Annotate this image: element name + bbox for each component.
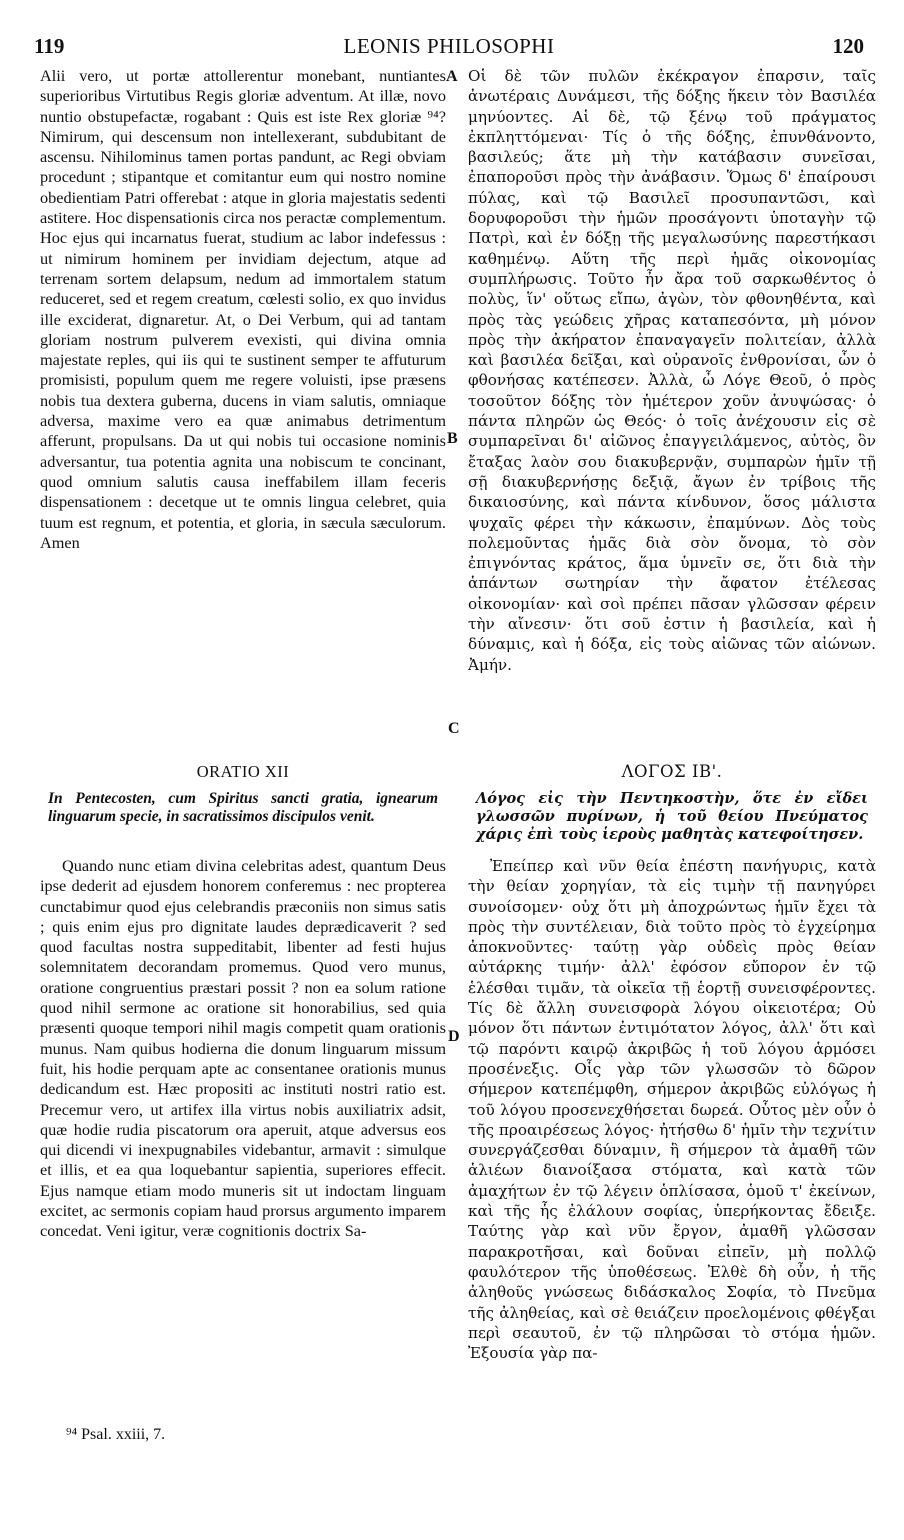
- page-header: [34, 34, 864, 62]
- greek-paragraph: Οἱ δὲ τῶν πυλῶν ἐκέκραγον ἐπαρσιν, ταῖς ἀνωτέραις Δυνάμεσι, τῆς δόξης ἥκειν τὸν Βασιλέα μηνύοντες. Αἱ δὲ, τῷ ξένῳ τοῦ πράγματος ἐκπληττόμεναι· Τίς ὁ τῆς δόξης, ἐπυνθάνοντο, βασιλεύς; ἅτε μὴ τὴν κατάβασιν συνεῖσαι, ἐπαποροῦσι πρὸς τὴν ἀνάβασιν. Ὅμως δ' ἐπαίρουσι πύλας, καὶ τῷ Βασιλεῖ προσυπαντῶσι, καὶ δορυφοροῦσι τὴν ἡμῶν προσάγοντι ὑποταγὴν τῷ Πατρὶ, καὶ ἐν δόξῃ τῆς μεγαλωσύνης παρεστήκασι καθημένῳ. Αὕτη τῆς περὶ ἡμᾶς οἰκονομίας συμπλήρωσις. Τοῦτο ἦν ἄρα τοῦ σαρκωθέντος ὁ πολὺς, ἵν' οὕτως εἴπω, ἀγὼν, τὸν φθονηθέντα, καὶ πρὸς τὰς γεώδεις χῆρας καταπεσόντα, μὴ μόνον πρὸς τὴν ἀκήρατον ἐπαναγαγεῖν πολιτείαν, ἀλλὰ καὶ βασιλέα δεῖξαι, καὶ οὐρανοῖς ἐνθρονίσαι, ὧν ὁ φθονήσας κατέπεσεν. Ἀλλὰ, ὦ Λόγε Θεοῦ, ὁ πρὸς τοσοῦτον δόξης τὸν ἡμέτερον χοῦν ἀνυψώσας· ὁ πάντα πληρῶν ὡς Θεός· ὁ τοῖς ἀνέχουσιν εἰς σὲ συμπαρεῖναι δι' αἰῶνος ἐπαγγειλάμενος, αὐτὸς, ὃν ἔταξας λαὸν σου διακυβερνᾷν, συμπαρὼν ἡμῖν τῇ σῇ διακυβερνήσῃς δεξιᾷ, ἄγων ἐν τρίβοις τῆς δικαιοσύνης, καὶ πάντα κίνδυνον, ὅσος μάλιστα ψυχαῖς φέρει τὴν κάκωσιν, ἐπαμύνων. Δὸς τοὺς πολεμοῦντας ἡμᾶς διὰ σὸν ὄνομα, τὸ σὸν ἐπιγνόντας κράτος, ἅμα ὑμνεῖν σε, ὅτι διὰ τὴν ἁπάντων σωτηρίαν τὴν ἄφατον ἐτέλεσας οἰκονομίαν· καὶ σοὶ πρέπει πᾶσαν γλῶσσαν φέρειν τὴν αἴνεσιν· ὅτι σοῦ ἐστιν ἡ βασιλεία, καὶ ἡ δύναμις, καὶ ἡ δόξα, εἰς τοὺς αἰῶνας τῶν αἰώνων. Ἀμήν.: [468, 67, 876, 674]
- running-title: LEONIS PHILOSOPHI: [343, 34, 555, 58]
- margin-mark-c: C: [448, 720, 460, 737]
- footnote: ⁹⁴ Psal. xxiii, 7.: [66, 1426, 166, 1443]
- latin-oration-subtitle: In Pentecosten, cum Spiritus sancti gratia, ignearum linguarum specie, in sacratissimos discipulos venit.: [48, 790, 438, 825]
- margin-mark-a: A: [446, 68, 458, 85]
- latin-column-bottom: [40, 856, 446, 1416]
- page-number-right: 120: [832, 34, 864, 58]
- page-number-left: 119: [34, 34, 65, 58]
- greek-oration-heading: ΛΟΓΟΣ ΙΒ'.: [621, 762, 723, 781]
- latin-paragraph: Quando nunc etiam divina celebritas adest, quantum Deus ipse dederit ad ejusdem honorem conferemus : nec propterea cunctabimur quod ejus celebrandis præconiis non simus satis ; quis enim ejus pro dignitate laudes deprædicaverit ? sed quod facultas nostra suppeditabit, libenter ad festi hujus solemnitatem decorandam promemus. Quod vero munus, oratione congruentius præstari possit ? non ea solum ratione quod nihil sermone ac oratione sit honorabilius, sed quia præsenti quoque tempori nihil magis competit quam orationis munus. Nam quibus hodierna die donum linguarum missum fuit, his hodie perquam apte ac consentanee orationis munus dedicandum est. Hæc propositi ac instituti nostri ratio est. Precemur vero, ut artifex illa virtus nobis auxiliatrix adsit, quæ hodie rudia piscatorum ora aperuit, atque adversus eos qui dicendi vi inexpugnabiles videbantur, armavit : simulque et illis, et ea qua loquebantur sapientia, superiores effecit. Ejus namque etiam modo muneris sit ut indoctam linguam excitet, ac sermonis copiam haud prorsus argumento imparem concedat. Veni igitur, veræ cognitionis doctrix Sa-: [40, 856, 446, 1241]
- latin-column-top: [40, 66, 446, 742]
- latin-paragraph: Alii vero, ut portæ attollerentur monebant, nuntiantes superioribus Virtutibus Regis gloriæ adventum. At illæ, novo nuntio obstupefactæ, rogabant : Quis est iste Rex gloriæ ⁹⁴? Nimirum, qui descensum non intellexerant, subdubitant de ascensu. Nihilominus tamen portas pandunt, ac Regi obviam procedunt ; stipantque et comitantur eum qui nostro nomine obedientiam Patri offerebat : atque in gloria majestatis sedenti astitere. Hoc dispensationis circa nos peractæ complementum. Hoc ejus qui incarnatus fuerat, studium ac labor indefessus : ut nimirum hominem per invidiam dejectum, atque ad terrenam sortem delapsum, nedum ad immortalem statum reduceret, sed et regem creatum, cœlesti solio, ex quo invidus ille exciderat, dignaretur. At, o Dei Verbum, qui ad tantam gloriam nostrum pulverem evexisti, qui divina omnia majestate reples, qui iis qui te sustinent semper te affuturum promisisti, populum quem me regere voluisti, ipse præsens nobis tua dextera guberna, ducens in viam salutis, omniaque adversa, maxime vero ea quæ animabus detrimentum afferunt, propulsans. Da ut qui nobis tui occasione nominis adversantur, tua potentia agnita una nobiscum te concinant, quod omnium salutis causa ineffabilem illam feceris dispensationem : decetque ut te omnis lingua celebret, quia tuum est regnum, et potentia, et gloria, in sæcula sæculorum. Amen: [40, 66, 446, 552]
- greek-column-bottom: [468, 856, 876, 1416]
- margin-mark-b: B: [447, 430, 458, 447]
- latin-oration-heading: ORATIO XII: [196, 762, 290, 781]
- greek-oration-subtitle: Λόγος εἰς τὴν Πεντηκοστὴν, ὅτε ἐν εἴδει γλωσσῶν πυρίνων, ἡ τοῦ θείου Πνεύματος χάρις ἐπὶ τοὺς ἱεροὺς μαθητὰς κατεφοίτησεν.: [476, 790, 868, 843]
- margin-mark-d: D: [448, 1028, 460, 1045]
- greek-paragraph: Ἐπείπερ καὶ νῦν θεία ἐπέστη πανήγυρις, κατὰ τὴν θείαν χορηγίαν, τὰ εἰς τιμὴν τῇ πανηγύρει συνοίσομεν· οὐχ ὅτι μὴ ἀποχρώντως ἡμῖν ἔχει τὰ πρὸς τὴν συντέλειαν, διὰ τοῦτο πρὸς τὸ ἐγχείρημα ἀποκνοῦντες· ταύτῃ γὰρ οὐδεὶς πρὸς θείαν αὐτάρκης τιμήν· ἀλλ' ἐφόσον εὔπορον ἐν τῷ ἑλέσθαι τιμᾶν, τὰ οἰκεῖα τῇ ἑορτῇ συνεισφέροντες. Τίς δὲ ἄλλη συνεισφορὰ λόγου οἰκειοτέρα; Οὐ μόνον ὅτι πάντων ἐντιμότατον λόγος, ἀλλ' ὅτι καὶ τῷ παρόντι καιρῷ ἀκριβῶς ἡ τοῦ λόγου ἁρμόσει προσένεξις. Οἷς γὰρ τῶν γλωσσῶν τὸ δῶρον σήμερον κατεπέμφθη, σήμερον ἀκριβῶς εὐλόγως ἡ τοῦ λόγου προσενεχθήσεται δωρεά. Οὗτος μὲν οὖν ὁ τῆς προαιρέσεως λόγος· ἠτήσθω δ' ἡμῖν τὴν τεχνίτιν συνεργάζεσθαι δύναμιν, ἣ σήμερον τὰ ἀμαθῆ τῶν ἁλιέων διανοίξασα στόματα, καὶ κατὰ τῶν ἀμαχήτων ἐν τῷ λέγειν ὁπλίσασα, ὁμοῦ τ' ἐκείνων, καὶ τῆς ἧς ἐλάλουν σοφίας, ὑπερήκοντας ἔδειξε. Ταύτης γὰρ καὶ νῦν ἔργον, ἀμαθῆ γλῶσσαν παρακροτῆσαι, καὶ δοῦναι εἰπεῖν, μὴ πολλῷ φαυλότερον τῆς ὑποθέσεως. Ἐλθὲ δὴ οὖν, ἡ τῆς ἀληθοῦς γνώσεως διδάσκαλος Σοφία, τὸ Πνεῦμα τῆς ἀληθείας, καὶ σὲ θειάζειν προελομένοις φθέγξαι περὶ σεαυτοῦ, ἐν τῷ πληρῶσαι τὸ στόμα ἡμῶν. Ἐξουσία γὰρ πα-: [468, 857, 876, 1363]
- greek-column-top: [468, 66, 876, 742]
